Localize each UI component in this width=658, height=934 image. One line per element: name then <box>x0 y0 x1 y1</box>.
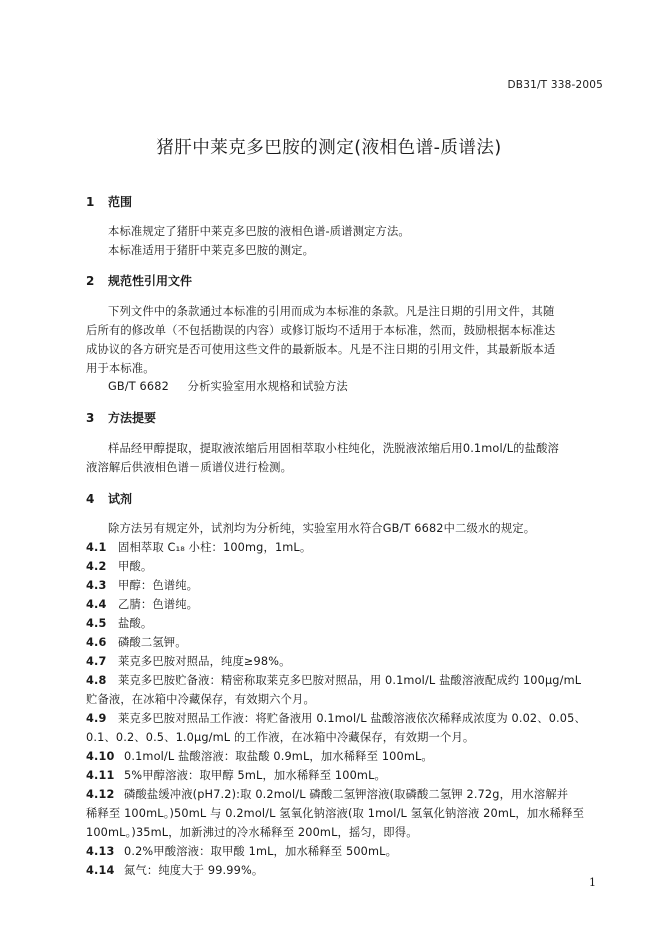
paragraph-line: 本标准规定了猪肝中莱克多巴胺的液相色谱-质谱测定方法。 <box>108 225 410 238</box>
item-text: 甲醇：色谱纯。 <box>118 579 199 592</box>
item-text: 莱克多巴胺对照品，纯度≥98%。 <box>118 655 291 668</box>
item-text: 固相萃取 C₁₈ 小柱：100mg，1mL。 <box>118 541 312 554</box>
reagent-item <box>86 615 152 631</box>
reagent-item <box>86 710 586 726</box>
paragraph-line: 本标准适用于猪肝中莱克多巴胺的测定。 <box>108 244 315 257</box>
item-text: 莱克多巴胺贮备液：精密称取莱克多巴胺对照品，用 0.1mol/L 盐酸溶液配成约 100μg/mL <box>118 674 582 687</box>
item-text: 盐酸。 <box>118 617 153 630</box>
item-text: 0.1mol/L 盐酸溶液：取盐酸 0.9mL，加水稀释至 100mL。 <box>124 750 433 763</box>
item-number: 4.10 <box>86 750 115 763</box>
section-heading-3 <box>86 409 156 426</box>
item-text: 磷酸二氢钾。 <box>118 636 187 649</box>
reagent-item <box>86 653 291 669</box>
document-title: 猪肝中莱克多巴胺的测定(液相色谱-质谱法) <box>156 138 502 158</box>
section-heading-1 <box>86 193 132 210</box>
item-text: 乙腈：色谱纯。 <box>118 598 199 611</box>
section-title: 规范性引用文件 <box>108 274 193 288</box>
section-title: 范围 <box>108 195 133 209</box>
section-number: 2 <box>86 274 95 288</box>
paragraph-line: 除方法另有规定外，试剂均为分析纯，实验室用水符合GB/T 6682中二级水的规定。 <box>108 522 536 535</box>
item-text: 甲酸。 <box>118 560 153 573</box>
paragraph-line: 成协议的各方研究是否可使用这些文件的最新版本。凡是不注日期的引用文件，其最新版本适 <box>86 343 556 356</box>
section-title: 方法提要 <box>108 411 157 425</box>
item-number: 4.14 <box>86 864 115 877</box>
paragraph-line: 样品经甲醇提取，提取液浓缩后用固相萃取小柱纯化，洗脱液浓缩后用0.1mol/L的盐酸溶 <box>108 442 559 455</box>
item-text: 磷酸盐缓冲液(pH7.2):取 0.2mol/L 磷酸二氢钾溶液(取磷酸二氢钾 2.72g，用水溶解并 <box>124 788 569 801</box>
item-text: 5%甲醇溶液：取甲醇 5mL，加水稀释至 100mL。 <box>124 769 386 782</box>
reagent-item <box>86 577 198 593</box>
item-number: 4.9 <box>86 712 107 725</box>
reagent-item <box>86 539 311 555</box>
reagent-item <box>86 634 187 650</box>
reagent-item <box>86 558 152 574</box>
section-heading-2 <box>86 272 192 289</box>
reagent-item <box>86 767 386 783</box>
section-number: 3 <box>86 411 95 425</box>
section-number: 4 <box>86 492 95 506</box>
paragraph-line: 后所有的修改单（不包括勘误的内容）或修订版均不适用于本标准，然而，鼓励根据本标准达 <box>86 324 556 337</box>
reagent-item <box>86 786 568 802</box>
reference-title: 分析实验室用水规格和试验方法 <box>187 380 348 393</box>
reagent-item <box>86 672 581 688</box>
reference-code: GB/T 6682 <box>108 380 169 393</box>
paragraph-line: 用于本标准。 <box>86 362 155 375</box>
reagent-item <box>86 862 263 878</box>
item-number: 4.5 <box>86 617 107 630</box>
item-number: 4.3 <box>86 579 107 592</box>
item-text: 莱克多巴胺对照品工作液：将贮备液用 0.1mol/L 盐酸溶液依次稀释成浓度为 0.02、0.05、 <box>118 712 586 725</box>
item-number: 4.7 <box>86 655 107 668</box>
item-number: 4.12 <box>86 788 115 801</box>
item-continuation: 贮备液，在冰箱中冷藏保存，有效期六个月。 <box>86 693 315 706</box>
item-text: 0.2%甲酸溶液：取甲酸 1mL，加水稀释至 500mL。 <box>124 845 398 858</box>
paragraph-line: 下列文件中的条款通过本标准的引用而成为本标准的条款。凡是注日期的引用文件，其随 <box>108 305 555 318</box>
reagent-item <box>86 748 433 764</box>
section-title: 试剂 <box>108 492 133 506</box>
reagent-item <box>86 843 397 859</box>
item-text: 氮气：纯度大于 99.99%。 <box>124 864 264 877</box>
section-heading-4 <box>86 490 132 507</box>
section-number: 1 <box>86 195 95 209</box>
item-number: 4.1 <box>86 541 107 554</box>
reagent-item <box>86 596 198 612</box>
paragraph-line: 液溶解后供液相色谱－质谱仪进行检测。 <box>86 461 293 474</box>
page-number: 1 <box>589 876 596 889</box>
item-number: 4.4 <box>86 598 107 611</box>
item-number: 4.11 <box>86 769 115 782</box>
item-continuation: 0.1、0.2、0.5、1.0μg/mL 的工作液，在冰箱中冷藏保存，有效期一个月。 <box>86 731 475 744</box>
item-number: 4.2 <box>86 560 107 573</box>
standard-number: DB31/T 338-2005 <box>507 79 603 91</box>
item-number: 4.8 <box>86 674 107 687</box>
item-number: 4.6 <box>86 636 107 649</box>
item-number: 4.13 <box>86 845 115 858</box>
normative-reference <box>108 378 348 394</box>
item-continuation: 稀释至 100mL。)50mL 与 0.2mol/L 氢氧化钠溶液(取 1mol/L 氢氧化钠溶液 20mL，加水稀释至 <box>86 807 585 820</box>
item-continuation: 100mL。)35mL，加新沸过的冷水稀释至 200mL，摇匀，即得。 <box>86 826 418 839</box>
